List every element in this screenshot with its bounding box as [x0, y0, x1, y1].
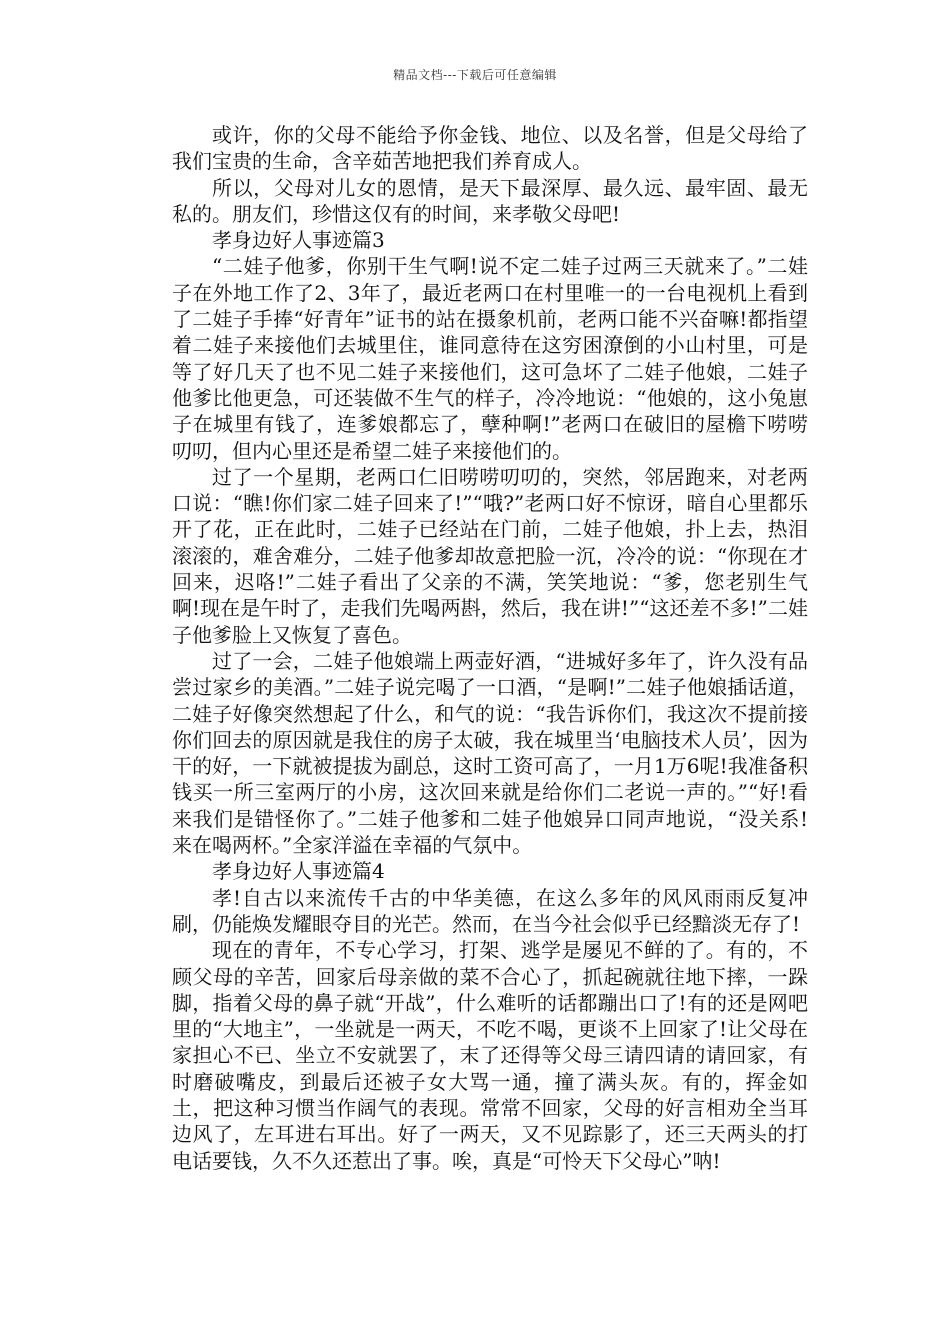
paragraph: 所以，父母对儿女的恩情，是天下最深厚、最久远、最牢固、最无私的。朋友们，珍惜这仅有的时间，来孝敬父母吧!: [172, 175, 808, 226]
paragraph: 现在的青年，不专心学习，打架、逃学是屡见不鲜的了。有的，不顾父母的辛苦，回家后母亲做的菜不合心了，抓起碗就往地下摔，一跺脚，指着父母的鼻子就“开战”，什么难听的话都蹦出口了!有的还是网吧里的“大地主”，一坐就是一两天，不吃不喝，更谈不上回家了!让父母在家担心不已、坐立不安就罢了，末了还得等父母三请四请的请回家，有时磨破嘴皮，到最后还被子女大骂一通，撞了满头灰。有的，挥金如土，把这种习惯当作阔气的表现。常常不回家，父母的好言相劝全当耳边风了，左耳进右耳出。好了一两天，又不见踪影了，还三天两头的打电话要钱，久不久还惹出了事。唉，真是“可怜天下父母心”呐!: [172, 938, 808, 1173]
paragraph: “二娃子他爹，你别干生气啊!说不定二娃子过两三天就来了。”二娃子在外地工作了2、3年了，最近老两口在村里唯一的一台电视机上看到了二娃子手捧“好青年”证书的站在摄象机前，老两口能不兴奋嘛!都指望着二娃子来接他们去城里住，谁同意待在这穷困潦倒的小山村里，可是等了好几天了也不见二娃子来接他们，这可急坏了二娃子他娘，二娃子他爹比他更急，可还装做不生气的样子，冷冷地说：“他娘的，这小兔崽子在城里有钱了，连爹娘都忘了，孽种啊!”老两口在破旧的屋檐下唠唠叨叨，但内心里还是希望二娃子来接他们的。: [172, 254, 808, 463]
section-heading: 孝身边好人事迹篇4: [212, 859, 385, 884]
page-header: 精品文档---下载后可任意编辑: [393, 68, 557, 82]
paragraph: 过了一个星期，老两口仁旧唠唠叨叨的，突然，邻居跑来，对老两口说：“瞧!你们家二娃子回来了!”“哦?”老两口好不惊讶，暗自心里都乐开了花，正在此时，二娃子已经站在门前，二娃子他娘，扑上去，热泪滚滚的，难舍难分，二娃子他爹却故意把脸一沉，冷冷的说：“你现在才回来，迟咯!”二娃子看出了父亲的不满，笑笑地说：“爹，您老别生气啊!现在是午时了，走我们先喝两斟，然后，我在讲!”“这还差不多!”二娃子他爹脸上又恢复了喜色。: [172, 464, 808, 647]
paragraph: 孝!自古以来流传千古的中华美德，在这么多年的风风雨雨反复冲刷，仍能焕发耀眼夺目的光芒。然而，在当今社会似乎已经黯淡无存了!: [172, 885, 808, 936]
paragraph: 过了一会，二娃子他娘端上两壶好酒，“进城好多年了，许久没有品尝过家乡的美酒。”二娃子说完喝了一口酒，“是啊!”二娃子他娘插话道，二娃子好像突然想起了什么，和气的说：“我告诉你们，我这次不提前接你们回去的原因就是我住的房子太破，我在城里当‘电脑技术人员’，因为干的好，一下就被提拔为副总，这时工资可高了，一月1万6呢!我准备积钱买一所三室两厅的小房，这次回来就是给你们二老说一声的。”“好!看来我们是错怪你了。”二娃子他爹和二娃子他娘异口同声地说，“没关系!来在喝两杯。”全家洋溢在幸福的气氛中。: [172, 648, 808, 858]
document-body: [172, 122, 808, 1174]
section-heading: 孝身边好人事迹篇3: [212, 228, 385, 253]
paragraph: 或许，你的父母不能给予你金钱、地位、以及名誉，但是父母给了我们宝贵的生命，含辛茹苦地把我们养育成人。: [172, 123, 808, 174]
